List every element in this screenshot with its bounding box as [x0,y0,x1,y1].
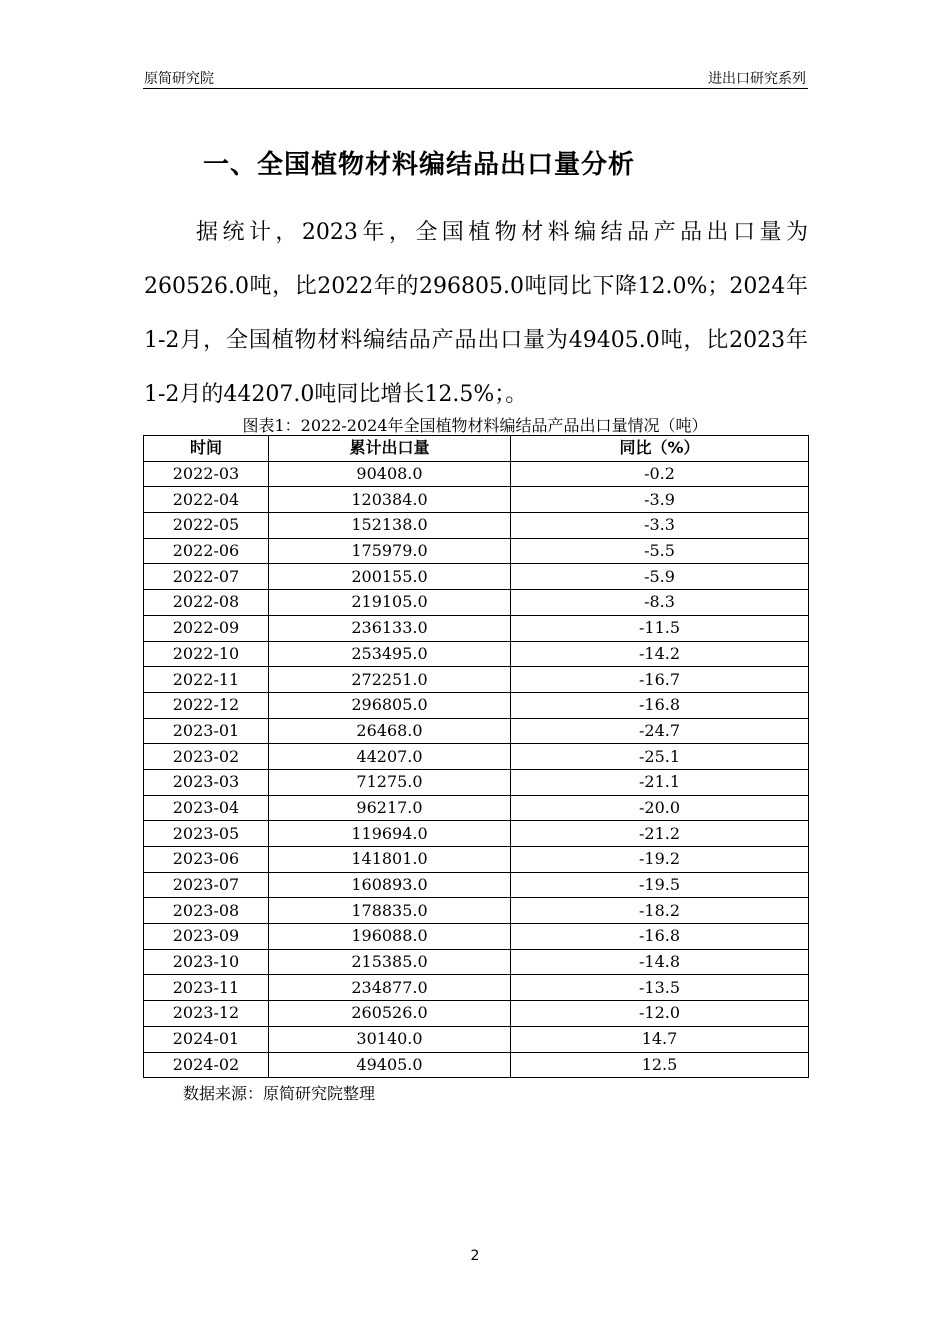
table-row [144,1026,809,1052]
cell-time: 2024-01 [144,1026,269,1052]
table-row [144,872,809,898]
table-row [144,898,809,924]
cell-time: 2023-09 [144,924,269,950]
body-paragraph: 据统计，2023年，全国植物材料编结品产品出口量为260526.0吨，比2022年的296805.0吨同比下降12.0%；2024年1-2月，全国植物材料编结品产品出口量为49405.0吨，比2023年1-2月的44207.0吨同比增长12.5%；。 [144,220,808,407]
cell-cumulative-export: 260526.0 [269,1001,511,1027]
cell-cumulative-export: 215385.0 [269,949,511,975]
header-yoy: 同比（%） [511,436,809,462]
table-row [144,461,809,487]
header-cumulative-export: 累计出口量 [269,436,511,462]
cell-yoy: -14.8 [511,949,809,975]
table-row [144,949,809,975]
table-row [144,615,809,641]
export-volume-table [143,435,809,1078]
cell-time: 2023-05 [144,821,269,847]
cell-yoy: -0.2 [511,461,809,487]
cell-cumulative-export: 196088.0 [269,924,511,950]
table-row [144,769,809,795]
cell-yoy: -13.5 [511,975,809,1001]
cell-yoy: -19.2 [511,847,809,873]
table-row [144,821,809,847]
cell-time: 2023-07 [144,872,269,898]
table-row [144,513,809,539]
cell-time: 2023-06 [144,847,269,873]
table-row [144,667,809,693]
data-source-note: 数据来源：原简研究院整理 [183,1084,376,1103]
cell-cumulative-export: 178835.0 [269,898,511,924]
cell-cumulative-export: 253495.0 [269,641,511,667]
cell-yoy: -3.9 [511,487,809,513]
cell-yoy: -3.3 [511,513,809,539]
section-title: 一、全国植物材料编结品出口量分析 [203,150,636,180]
page-number: 2 [470,1248,480,1264]
cell-yoy: -14.2 [511,641,809,667]
cell-time: 2022-12 [144,692,269,718]
cell-time: 2023-11 [144,975,269,1001]
cell-yoy: -16.8 [511,692,809,718]
cell-cumulative-export: 71275.0 [269,769,511,795]
cell-yoy: -5.9 [511,564,809,590]
cell-yoy: -19.5 [511,872,809,898]
cell-cumulative-export: 49405.0 [269,1052,511,1078]
cell-yoy: -8.3 [511,590,809,616]
cell-cumulative-export: 96217.0 [269,795,511,821]
cell-yoy: -11.5 [511,615,809,641]
table-row [144,924,809,950]
body-paragraph-container [144,206,808,422]
table-row [144,975,809,1001]
table-row [144,718,809,744]
table-row [144,564,809,590]
cell-cumulative-export: 160893.0 [269,872,511,898]
table-row [144,847,809,873]
table-row [144,692,809,718]
cell-yoy: -25.1 [511,744,809,770]
cell-yoy: 14.7 [511,1026,809,1052]
cell-time: 2022-08 [144,590,269,616]
cell-cumulative-export: 200155.0 [269,564,511,590]
cell-cumulative-export: 234877.0 [269,975,511,1001]
table-row [144,590,809,616]
cell-yoy: -16.8 [511,924,809,950]
cell-yoy: -21.1 [511,769,809,795]
cell-time: 2022-06 [144,538,269,564]
cell-time: 2022-05 [144,513,269,539]
cell-yoy: -20.0 [511,795,809,821]
cell-time: 2024-02 [144,1052,269,1078]
cell-time: 2022-10 [144,641,269,667]
cell-time: 2023-02 [144,744,269,770]
cell-time: 2023-08 [144,898,269,924]
cell-yoy: 12.5 [511,1052,809,1078]
cell-yoy: -16.7 [511,667,809,693]
cell-cumulative-export: 90408.0 [269,461,511,487]
table-header-row [144,436,809,462]
cell-time: 2023-10 [144,949,269,975]
cell-cumulative-export: 141801.0 [269,847,511,873]
cell-time: 2023-03 [144,769,269,795]
header-right-text: 进出口研究系列 [708,71,806,87]
table-row [144,744,809,770]
cell-cumulative-export: 175979.0 [269,538,511,564]
cell-cumulative-export: 30140.0 [269,1026,511,1052]
cell-yoy: -5.5 [511,538,809,564]
cell-cumulative-export: 236133.0 [269,615,511,641]
table-row [144,538,809,564]
cell-yoy: -21.2 [511,821,809,847]
table-row [144,1001,809,1027]
cell-time: 2022-09 [144,615,269,641]
header-time: 时间 [144,436,269,462]
table-row [144,1052,809,1078]
cell-time: 2022-04 [144,487,269,513]
cell-cumulative-export: 152138.0 [269,513,511,539]
cell-cumulative-export: 219105.0 [269,590,511,616]
cell-cumulative-export: 296805.0 [269,692,511,718]
table-row [144,641,809,667]
cell-time: 2023-04 [144,795,269,821]
header-divider [143,88,808,89]
cell-cumulative-export: 26468.0 [269,718,511,744]
cell-cumulative-export: 44207.0 [269,744,511,770]
cell-yoy: -18.2 [511,898,809,924]
cell-yoy: -12.0 [511,1001,809,1027]
table-caption: 图表1：2022-2024年全国植物材料编结品产品出口量情况（吨） [242,416,708,435]
cell-time: 2022-03 [144,461,269,487]
cell-time: 2023-01 [144,718,269,744]
cell-time: 2023-12 [144,1001,269,1027]
cell-time: 2022-07 [144,564,269,590]
cell-cumulative-export: 119694.0 [269,821,511,847]
table-row [144,487,809,513]
table-row [144,795,809,821]
cell-cumulative-export: 120384.0 [269,487,511,513]
cell-time: 2022-11 [144,667,269,693]
cell-cumulative-export: 272251.0 [269,667,511,693]
header-left-text: 原简研究院 [144,71,214,87]
cell-yoy: -24.7 [511,718,809,744]
